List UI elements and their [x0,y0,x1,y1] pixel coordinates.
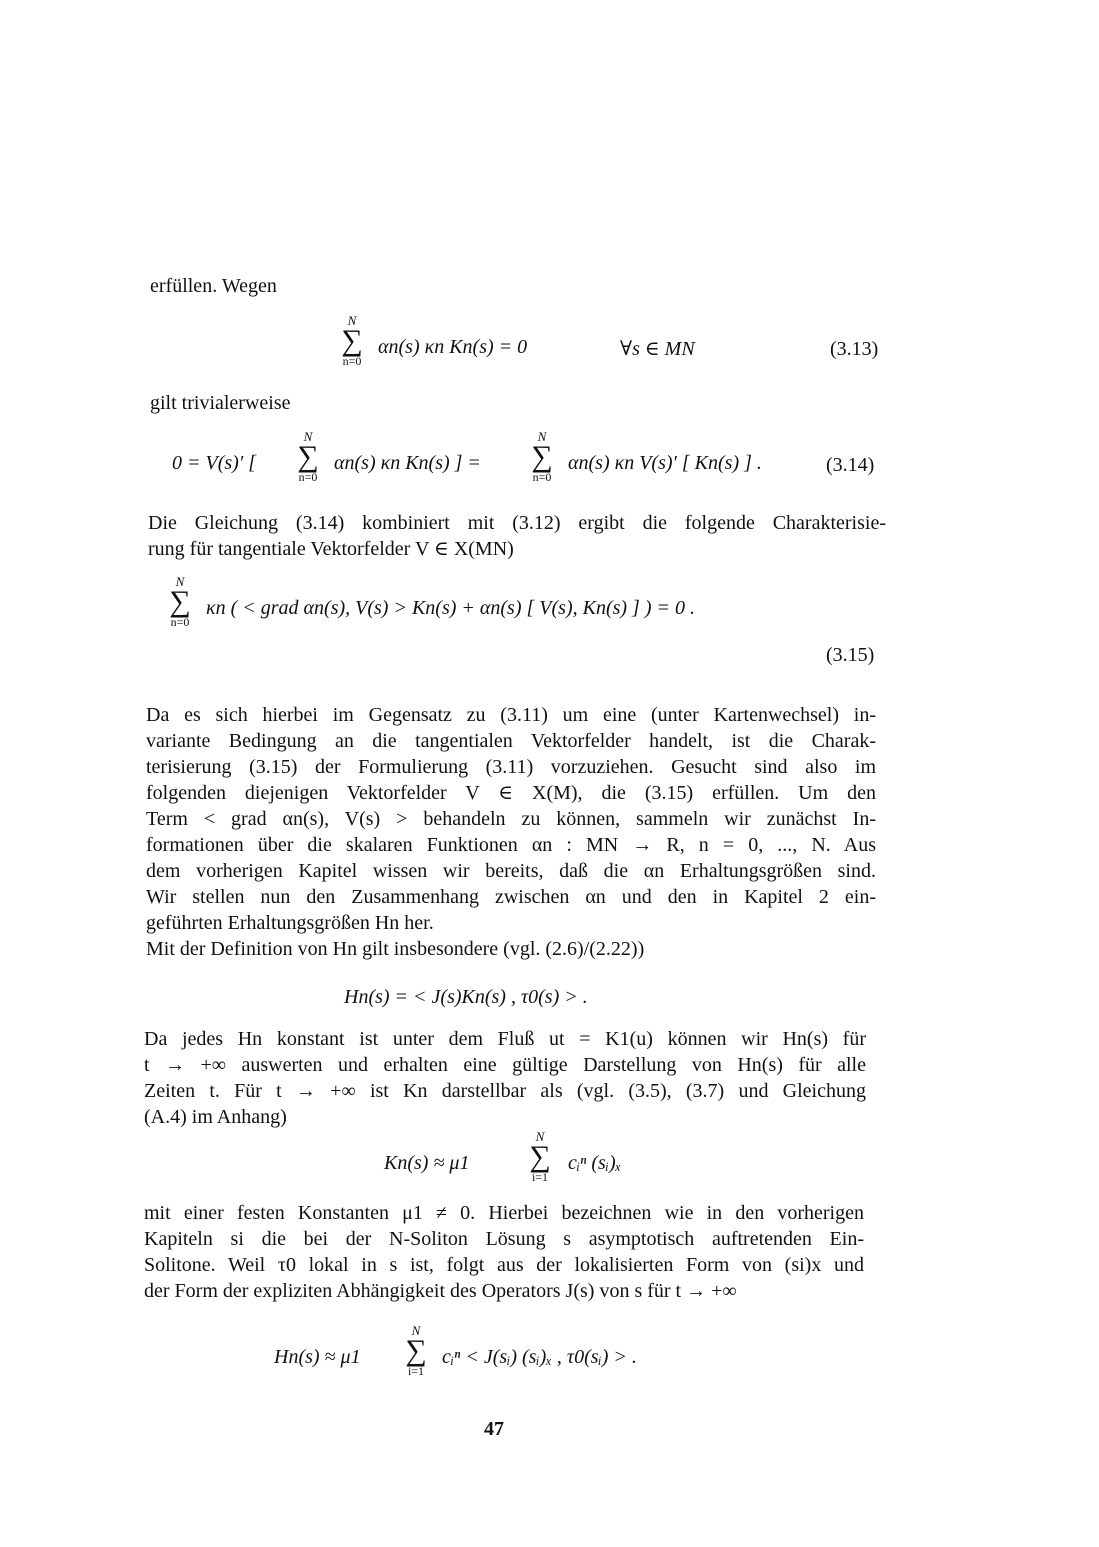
equation-lhs: 0 = V(s)′ [ [172,452,256,474]
equation-expression: κn ( < grad αn(s), V(s) > Kn(s) + αn(s) [ V(s), Kn(s) ] ) = 0 . [206,597,695,619]
paragraph-2: Da es sich hierbei im Gegensatz zu (3.11) um eine (unter Kartenwechsel) in- variante Bedingung an die tangentialen Vektorfelder handelt, ist die Charak- terisierung (3.15) der Formulierung (3.11) vorzuziehen. Gesucht sind also im folgenden diejenigen Vektorfelder V ∈ X(M), die (3.15) erfüllen. Um den Term < grad αn(s), V(s) > behandeln zu können, sammeln wir zunächst In- formationen über die skalaren Funktionen αn : MN → R, n = 0, ..., N. Aus dem vorherigen Kapitel wissen wir bereits, daß die αn Erhaltungsgrößen sind. Wir stellen nun den Zusammenhang zwischen αn und den in Kapitel 2 ein- geführten Erhaltungsgrößen Hn her. Mit der Definition von Hn gilt insbesondere (vgl. (2.6)/(2.22)) [146,704,876,960]
equation-expression: αn(s) κn Kn(s) = 0 [378,336,528,358]
equation-rhs: cᵢⁿ < J(sᵢ) (sᵢ)ₓ , τ0(sᵢ) > . [442,1346,637,1368]
equation-number: (3.15) [826,644,875,666]
equation-lhs: Kn(s) ≈ μ1 [384,1152,470,1174]
equation-lhs: Hn(s) ≈ μ1 [274,1346,361,1368]
equation-middle: αn(s) κn Kn(s) ] = [334,452,481,474]
summation-symbol: N ∑ n=0 [297,429,319,484]
intro-text: erfüllen. Wegen [150,275,277,297]
trivial-text: gilt trivialerweise [150,392,291,414]
equation-rhs: αn(s) κn V(s)′ [ Kn(s) ] . [568,452,762,474]
paragraph-3: Da jedes Hn konstant ist unter dem Fluß ut = K1(u) können wir Hn(s) für t → +∞ auswerten und erhalten eine gültige Darstellung von Hn(s) für alle Zeiten t. Für t → +∞ ist Kn darstellbar als (vgl. (3.5), (3.7) und Gleichung (A.4) im Anhang) [144,1028,866,1128]
summation-symbol: N ∑ n=0 [341,313,363,368]
equation-hn-definition: Hn(s) = < J(s)Kn(s) , τ0(s) > . [344,986,588,1008]
paragraph-1: Die Gleichung (3.14) kombiniert mit (3.12) ergibt die folgende Charakterisie- rung für tangentiale Vektorfelder V ∈ X(MN) [148,512,886,560]
equation-condition: ∀s ∈ MN [620,338,695,360]
equation-rhs: cᵢⁿ (sᵢ)ₓ [568,1152,622,1174]
equation-number: (3.13) [830,338,879,360]
summation-symbol: N ∑ n=0 [169,574,191,629]
summation-symbol: N ∑ i=1 [405,1323,427,1378]
page-number: 47 [484,1418,504,1440]
equation-number: (3.14) [826,454,875,476]
summation-symbol: N ∑ i=1 [529,1129,551,1184]
paragraph-4: mit einer festen Konstanten μ1 ≠ 0. Hierbei bezeichnen wie in den vorherigen Kapiteln si die bei der N-Soliton Lösung s asymptotisch auftretenden Ein- Solitone. Weil τ0 lokal in s ist, folgt aus der lokalisierten Form von (si)x und der Form der expliziten Abhängigkeit des Operators J(s) von s für t → +∞ [144,1202,864,1302]
summation-symbol: N ∑ n=0 [531,429,553,484]
